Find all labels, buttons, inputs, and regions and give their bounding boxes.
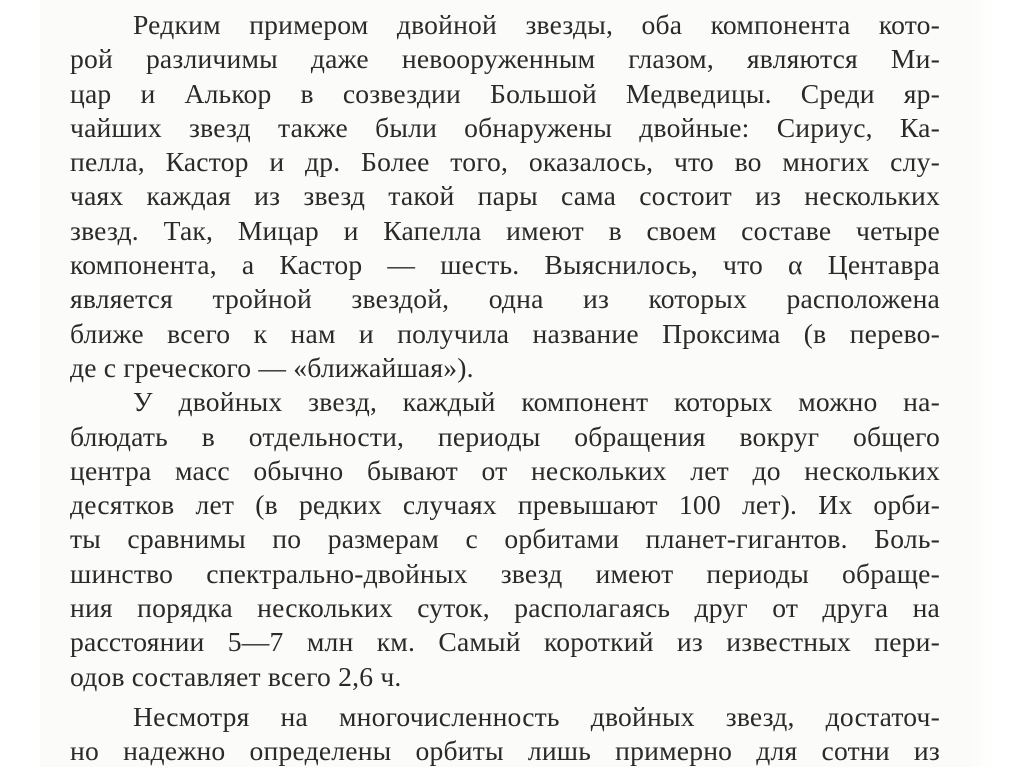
text-line: Редким примером двойной звезды, оба компонента кото- — [133, 9, 940, 40]
page-right-margin — [970, 0, 1024, 767]
paragraph-3 — [70, 700, 940, 767]
text-line: пелла, Кастор и др. Более того, оказалось, что во многих слу- — [70, 146, 940, 178]
text-line: ближе всего к нам и получила название Проксима (в перево- — [70, 317, 940, 349]
text-line: чаях каждая из звезд такой пары сама состоит из нескольких — [70, 180, 940, 212]
text-line: компонента, а Кастор — шесть. Выяснилось, что α Центавра — [70, 249, 940, 281]
text-line: звезд. Так, Мицар и Капелла имеют в своем составе четыре — [70, 214, 940, 246]
text-line: блюдать в отдельности, периоды обращения вокруг общего — [70, 420, 940, 452]
text-line: десятков лет (в редких случаях превышают 100 лет). Их орби- — [70, 489, 940, 521]
text-line: шинство спектрально-двойных звезд имеют периоды обраще- — [70, 557, 940, 589]
text-line: де с греческого — «ближайшая»). — [70, 351, 474, 383]
text-line: центра масс обычно бывают от нескольких лет до нескольких — [70, 454, 940, 486]
text-line: чайших звезд также были обнаружены двойные: Сириус, Ка- — [70, 111, 940, 143]
text-line: ния порядка нескольких суток, располагаясь друг от друга на — [70, 592, 940, 624]
paragraph-2 — [70, 385, 940, 694]
text-line: является тройной звездой, одна из которых расположена — [70, 283, 940, 315]
text-line: но надежно определены орбиты лишь примерно для сотни из — [70, 735, 940, 767]
text-line: рой различимы даже невооруженным глазом, являются Ми- — [70, 43, 940, 75]
body-text — [70, 8, 940, 767]
text-line: цар и Алькор в созвездии Большой Медведицы. Среди яр- — [70, 77, 940, 109]
text-line: У двойных звезд, каждый компонент которых можно на- — [133, 386, 940, 418]
paragraph-1 — [70, 8, 940, 385]
text-line: ты сравнимы по размерам с орбитами планет-гигантов. Боль- — [70, 523, 940, 555]
text-line: Несмотря на многочисленность двойных звезд, достаточ- — [133, 700, 940, 732]
text-line: одов составляет всего 2,6 ч. — [70, 660, 402, 692]
page-left-margin — [0, 0, 40, 767]
text-line: расстоянии 5—7 млн км. Самый короткий из известных пери- — [70, 626, 940, 658]
